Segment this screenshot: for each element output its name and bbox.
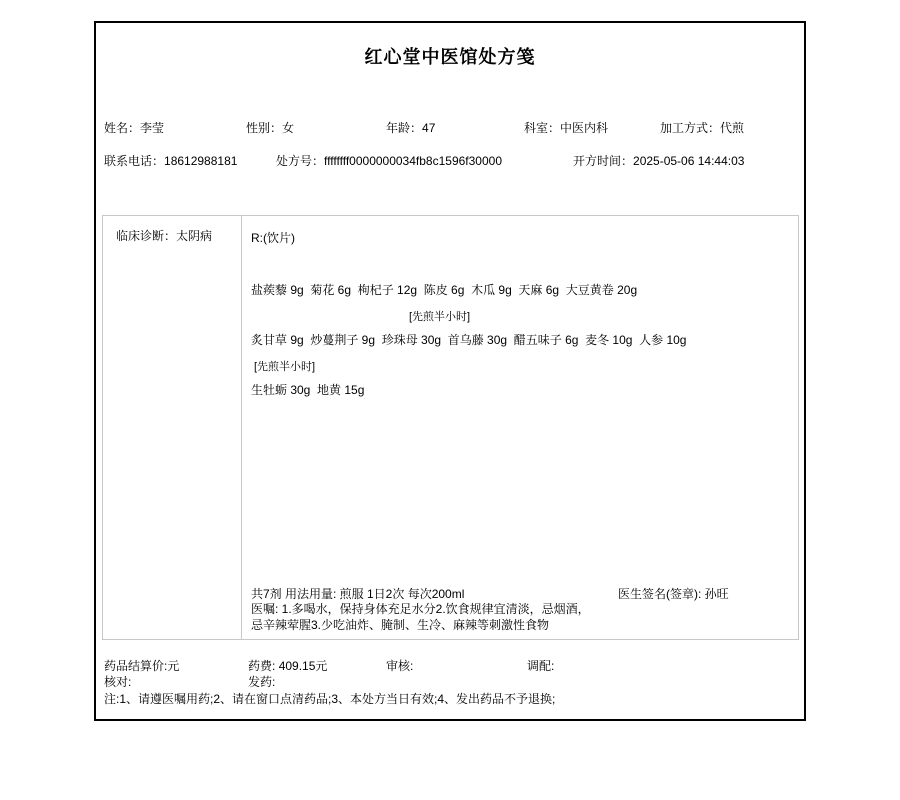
patient-name-value: 李莹 <box>140 121 165 135</box>
patient-gender-value: 女 <box>282 121 295 135</box>
medicine-fee-field <box>248 657 327 674</box>
patient-name-label: 姓名： <box>104 121 141 135</box>
patient-name-field <box>104 119 164 136</box>
patient-gender-label: 性别： <box>246 121 283 135</box>
medical-advice-line: 医嘱: 1.多喝水，保持身体充足水分2.饮食规律宜清淡，忌烟酒， <box>251 602 590 616</box>
rx-number-field <box>276 152 502 169</box>
prepare-field: 调配: <box>527 659 555 673</box>
phone-field <box>104 152 237 169</box>
decoction-note: [先煎半小时] <box>409 311 471 323</box>
department-label: 科室： <box>524 121 561 135</box>
usage-text: 共7剂 用法用量: 煎服 1日2次 每次200ml <box>251 586 465 601</box>
diagnosis-cell <box>103 216 242 639</box>
medication-line: 生牡蛎 30g 地黄 15g <box>251 383 365 397</box>
issue-time-field <box>573 152 744 169</box>
processing-method-field <box>660 119 744 136</box>
patient-gender-field <box>246 119 294 136</box>
page-title: 红心堂中医馆处方笺 <box>364 47 536 67</box>
prescription-sheet <box>94 21 806 721</box>
diagnosis-value: 太阴病 <box>176 229 213 243</box>
medication-line: 炙甘草 9g 炒蔓荆子 9g 珍珠母 30g 首乌藤 30g 醋五味子 6g 麦冬 10g 人参 10g <box>251 333 687 347</box>
medical-advice-line: 忌辛辣荤腥3.少吃油炸、腌制、生冷、麻辣等刺激性食物 <box>251 617 550 632</box>
medication-line: 盐蒺藜 9g 菊花 6g 枸杞子 12g 陈皮 6g 木瓜 9g 天麻 6g 大豆黄卷 20g <box>251 283 638 297</box>
review-field: 审核: <box>386 659 414 673</box>
dispense-field: 发药: <box>248 675 276 689</box>
check-field: 核对: <box>104 675 132 689</box>
patient-age-value: 47 <box>422 121 436 135</box>
prescription-footer-block <box>251 587 790 634</box>
notes-line: 注:1、请遵医嘱用药;2、请在窗口点清药品;3、本处方当日有效;4、发出药品不予退换; <box>104 692 556 706</box>
diagnosis-label: 临床诊断： <box>116 229 177 243</box>
department-value: 中医内科 <box>560 121 609 135</box>
phone-value: 18612988181 <box>164 154 238 168</box>
patient-age-label: 年龄： <box>386 121 423 135</box>
prescription-box <box>102 215 799 640</box>
issue-time-label: 开方时间： <box>573 154 634 168</box>
settlement-price-field: 药品结算价:元 <box>104 659 180 673</box>
phone-label: 联系电话： <box>104 154 165 168</box>
rx-number-value: ffffffff0000000034fb8c1596f30000 <box>324 154 502 168</box>
prescription-content-cell <box>242 216 798 639</box>
department-field <box>524 119 608 136</box>
processing-method-label: 加工方式： <box>660 121 721 135</box>
rx-number-label: 处方号： <box>276 154 325 168</box>
processing-method-value: 代煎 <box>720 121 745 135</box>
usage-row <box>251 587 790 603</box>
medicine-fee-value: 409.15元 <box>278 659 328 673</box>
doctor-signature: 医生签名(签章): 孙旺 <box>618 586 729 601</box>
patient-age-field <box>386 119 435 136</box>
issue-time-value: 2025-05-06 14:44:03 <box>633 154 745 168</box>
medicine-fee-label: 药费: <box>248 659 276 673</box>
rx-form-header: R:(饮片) <box>251 231 295 245</box>
decoction-note: [先煎半小时] <box>254 361 316 373</box>
